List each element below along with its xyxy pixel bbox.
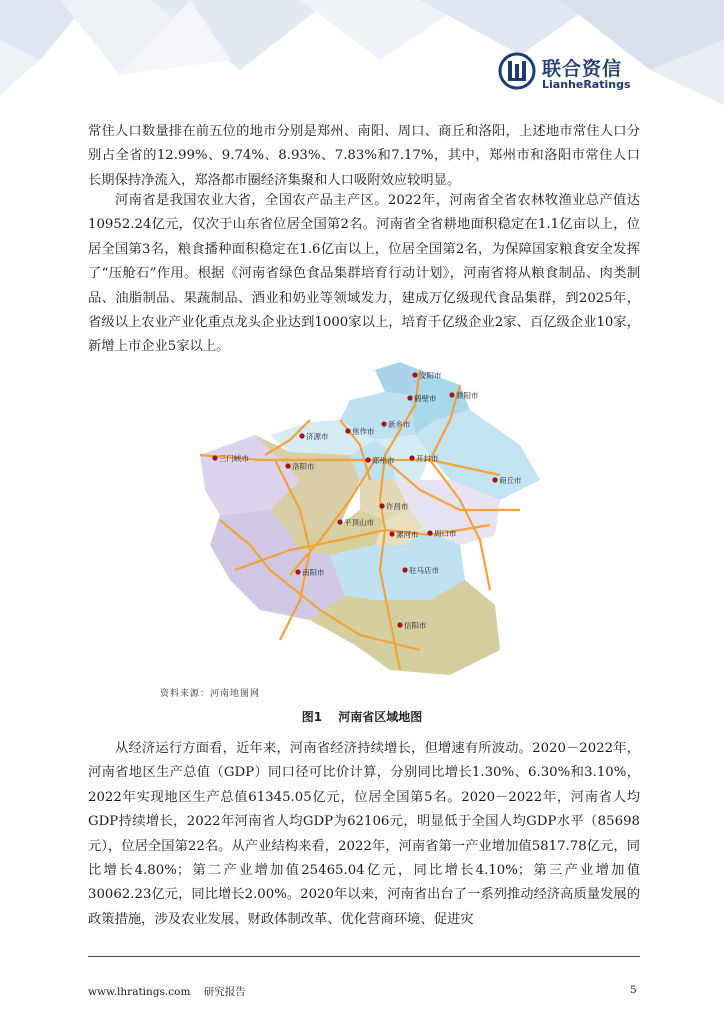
city-label: 三门峡市 <box>219 454 249 463</box>
city-label: 新乡市 <box>388 420 411 429</box>
logo-mark-icon <box>498 52 536 90</box>
paragraph-economy: 从经济运行方面看，近年来，河南省经济持续增长，但增速有所波动。2020－2022年，河南省地区生产总值（GDP）同口径可比价计算，分别同比增长1.30%、6.30%和3.10%，2022年实现地区生产总值61345.05亿元，位居全国第5名。2020－2022年，河南省人均GDP持续增长，2022年河南省人均GDP为62106元，明显低于全国人均GDP水平（85698元），位居全国第22名。从产业结构来看，2022年，河南省第一产业增加值5817.78亿元，同比增长4.80%；第二产业增加值25465.04亿元，同比增长4.10%；第三产业增加值30062.23亿元，同比增长2.00%。2020年以来，河南省出台了一系列推动经济高质量发展的政策措施，涉及农业发展、财政体制改革、优化营商环境、促进灾 <box>88 741 640 927</box>
city-label: 鹤壁市 <box>414 394 437 403</box>
footer-divider <box>88 956 640 957</box>
figure-caption-title: 河南省区域地图 <box>338 710 423 724</box>
map-graphic <box>160 360 562 680</box>
city-label: 郑州市 <box>372 456 395 465</box>
logo-text-cn: 联合资信 <box>542 58 623 80</box>
city-label: 焦作市 <box>352 427 375 436</box>
figure-caption <box>0 708 724 725</box>
city-label: 许昌市 <box>386 502 409 511</box>
city-label: 信阳市 <box>404 621 427 630</box>
city-label: 南阳市 <box>302 568 325 577</box>
city-label: 漯河市 <box>396 530 419 539</box>
city-label: 安阳市 <box>419 371 442 380</box>
city-label: 济源市 <box>306 432 329 441</box>
city-label: 开封市 <box>416 454 439 463</box>
city-label: 平顶山市 <box>344 518 374 527</box>
city-label: 洛阳市 <box>292 462 315 471</box>
city-label: 周口市 <box>434 529 457 538</box>
city-label: 驻马店市 <box>409 566 439 575</box>
footer <box>88 984 256 999</box>
page-number: 5 <box>630 984 637 996</box>
footer-label: 研究报告 <box>203 986 246 998</box>
figure-source: 资料来源：河南地图网 <box>160 689 261 699</box>
figure-caption-number: 图1 <box>301 710 323 724</box>
footer-website[interactable]: www.lhratings.com <box>88 986 191 998</box>
logo-text-en: LianheRatings <box>542 78 631 91</box>
city-label: 商丘市 <box>499 476 522 485</box>
city-label: 濮阳市 <box>456 391 479 400</box>
paragraph-population: 常住人口数量排在前五位的地市分别是郑州、南阳、周口、商丘和洛阳，上述地市常住人口分别占全省的12.99%、9.74%、8.93%、7.83%和7.17%，其中，郑州市和洛阳市常住人口长期保持净流入，郑洛都市圈经济集聚和人口吸附效应较明显。 <box>88 124 640 188</box>
header-banner <box>0 0 724 105</box>
paragraph-agriculture: 河南省是我国农业大省，全国农产品主产区。2022年，河南省全省农林牧渔业总产值达10952.24亿元，仅次于山东省位居全国第2名。河南省全省耕地面积稳定在1.1亿亩以上，位居全国第3名，粮食播种面积稳定在1.6亿亩以上，位居全国第2名，为保障国家粮食安全发挥了“压舱石”作用。根据《河南省绿色食品集群培育行动计划》，河南省将从粮食制品、肉类制品、油脂制品、果蔬制品、酒业和奶业等领域发力，建成万亿级现代食品集群，到2025年，省级以上农业产业化重点龙头企业达到1000家以上，培育千亿级企业2家、百亿级企业10家，新增上市企业5家以上。 <box>88 193 640 355</box>
henan-region-map <box>160 360 562 680</box>
brand-logo <box>498 52 638 96</box>
